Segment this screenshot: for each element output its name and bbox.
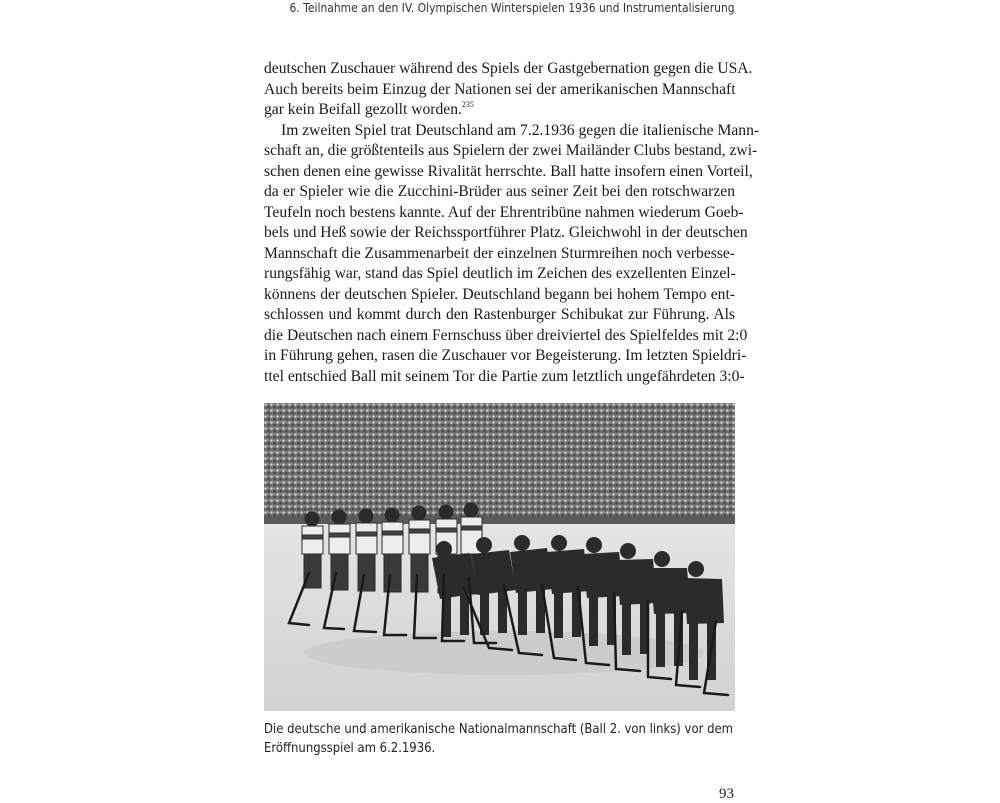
text-line-9: bels und Heß sowie der Reichssportführer Platz. Gleichwohl in der deutschen bbox=[264, 224, 748, 241]
text-line-6: schen denen eine gewisse Rivalität herrschte. Ball hatte insofern einen Vorteil, bbox=[264, 162, 753, 180]
text-line-4: Im zweiten Spiel trat Deutschland am 7.2.1936 gegen die italienische Mann- bbox=[281, 121, 760, 139]
text-line-5: schaft an, die größtenteils aus Spielern der zwei Mailänder Clubs bestand, zwi- bbox=[264, 142, 758, 159]
body-text bbox=[264, 59, 760, 387]
page-number: 93 bbox=[719, 786, 734, 802]
text-line-8: Teufeln noch bestens kannte. Auf der Ehrentribüne nahmen wiederum Goeb- bbox=[264, 203, 744, 221]
text-line-14: die Deutschen nach einem Fernschuss über dreiviertel des Spielfeldes mit 2:0 bbox=[264, 326, 748, 344]
figure-caption bbox=[264, 720, 735, 758]
text-line-13: schlossen und kommt durch den Rastenburger Schibukat zur Führung. Als bbox=[264, 306, 735, 323]
text-line-11: rungsfähig war, stand das Spiel deutlich im Zeichen des exzellenten Einzel- bbox=[264, 265, 736, 282]
text-line-7: da er Spieler wie die Zucchini-Brüder aus seiner Zeit bei den rotschwarzen bbox=[264, 183, 735, 200]
hockey-team-photo bbox=[264, 403, 735, 711]
caption-text: Die deutsche und amerikanische Nationalmannschaft (Ball 2. von links) vor dem Eröffnungsspiel am 6.2.1936. bbox=[264, 722, 733, 756]
text-line-3-text: gar kein Beifall gezollt worden. bbox=[264, 101, 462, 118]
crowd-background bbox=[264, 403, 735, 521]
text-line-2: Auch bereits beim Einzug der Nationen sei der amerikanischen Mannschaft bbox=[264, 80, 736, 98]
text-line-10: Mannschaft die Zusammenarbeit der einzelnen Sturmreihen noch verbesse- bbox=[264, 244, 735, 262]
footnote-marker[interactable]: 235 bbox=[461, 100, 474, 109]
text-line-1: deutschen Zuschauer während des Spiels der Gastgebernation gegen die USA. bbox=[264, 60, 753, 77]
text-line-16: ttel entschied Ball mit seinem Tor die Partie zum letztlich ungefährdeten 3:0- bbox=[264, 367, 745, 385]
text-line-3 bbox=[264, 100, 735, 121]
text-line-12: könnens der deutschen Spieler. Deutschland begann bei hohem Tempo ent- bbox=[264, 285, 735, 303]
running-head: 6. Teilnahme an den IV. Olympischen Winterspielen 1936 und Instrumentalisierung bbox=[289, 0, 735, 15]
text-line-15: in Führung gehen, rasen die Zuschauer vor Begeisterung. Im letzten Spieldri- bbox=[264, 347, 747, 364]
photo-illustration bbox=[264, 403, 735, 711]
